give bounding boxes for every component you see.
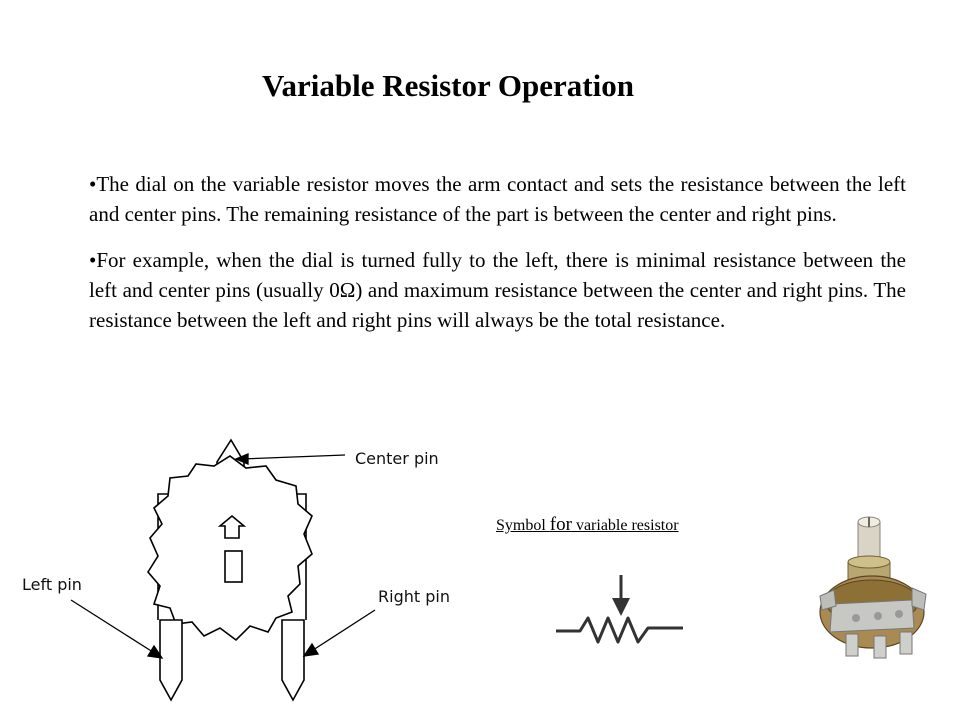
variable-resistor-symbol bbox=[556, 575, 683, 642]
bullet-item: •For example, when the dial is turned fully to the left, there is minimal resistance between the left and center pins (usually 0Ω) and maximum resistance between the center and right pins. The resistance between the left and right pins will always be the total resistance. bbox=[89, 248, 906, 332]
symbol-caption-part: for bbox=[549, 514, 572, 535]
left-pin-leader bbox=[71, 600, 156, 654]
symbol-caption-part: Symbol bbox=[496, 517, 550, 534]
slide-title: Variable Resistor Operation bbox=[262, 68, 634, 103]
potentiometer-diagram bbox=[148, 440, 312, 700]
bullet-item: •The dial on the variable resistor moves the arm contact and sets the resistance between the left and center pins. The remaining resistance of the part is between the center and right pins. bbox=[89, 172, 906, 226]
resistor-zigzag bbox=[556, 618, 683, 642]
potentiometer-photo bbox=[820, 517, 926, 658]
right-pin-leader bbox=[310, 610, 375, 652]
symbol-caption-part: variable resistor bbox=[571, 517, 679, 534]
center-pin-leader bbox=[242, 455, 345, 459]
left-pin bbox=[160, 620, 182, 700]
center-pin-label: Center pin bbox=[355, 449, 439, 468]
serrated-dial bbox=[148, 456, 312, 640]
right-pin-arrowhead bbox=[304, 644, 318, 656]
right-pin bbox=[282, 620, 304, 700]
wiper-arrow-head bbox=[612, 598, 630, 616]
right-pin-label: Right pin bbox=[378, 587, 450, 606]
symbol-caption bbox=[496, 514, 679, 536]
left-pin-label: Left pin bbox=[22, 575, 82, 594]
